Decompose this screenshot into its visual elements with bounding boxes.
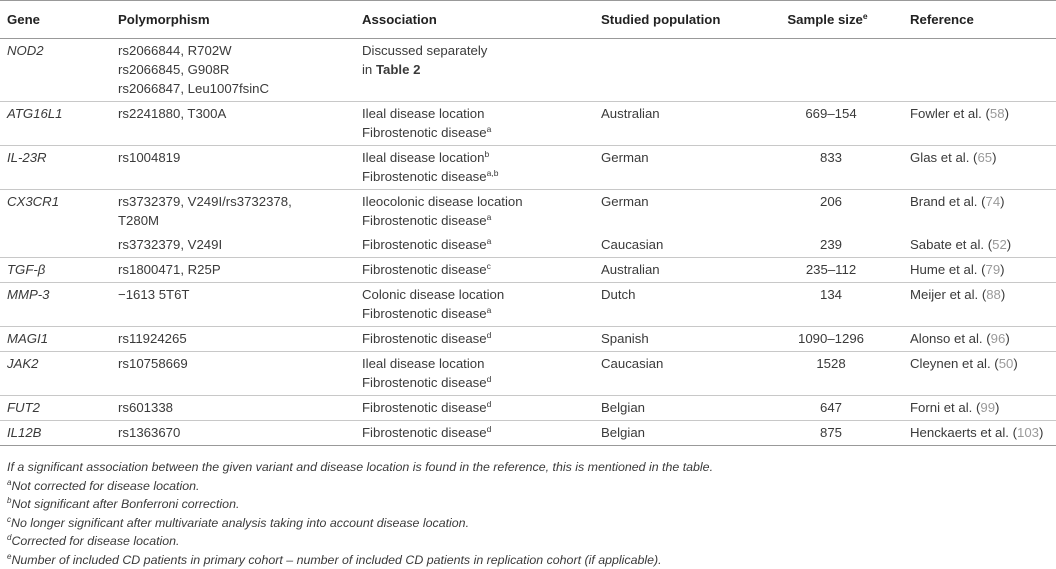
cell-association: [355, 39, 594, 102]
cell-association: [355, 102, 594, 146]
cell-polymorphism: [111, 102, 355, 146]
polymorphism-line: rs2066845, G908R: [118, 60, 355, 79]
cell-association: [355, 421, 594, 446]
reference-number: 88: [986, 287, 1001, 302]
footnote-line: $^e$Number of included CD patients in primary cohort – number of included CD patients in replication cohort (if applicable).: [7, 551, 1052, 569]
cell-sample-size: 239: [752, 233, 903, 258]
cell-association: [355, 190, 594, 234]
table-row: [0, 146, 1056, 190]
footnote-marker: a: [487, 236, 492, 246]
header-polymorphism: Polymorphism: [111, 1, 355, 39]
table-row: [0, 39, 1056, 102]
cell-gene: ATG16L1: [0, 102, 111, 146]
cell-population: Australian: [594, 102, 752, 146]
cell-sample-size: [752, 39, 903, 102]
cell-sample-size: 669–154: [752, 102, 903, 146]
cell-gene: FUT2: [0, 396, 111, 421]
table-row: [0, 327, 1056, 352]
association-line: Fibrostenotic disease$^d$: [362, 373, 594, 392]
cell-association: [355, 146, 594, 190]
association-line: Ileal disease location$^b$: [362, 148, 594, 167]
polymorphism-line: −1613 5T6T: [118, 285, 355, 304]
cell-reference: [903, 39, 1056, 102]
cell-polymorphism: [111, 283, 355, 327]
cell-association: [355, 283, 594, 327]
header-sample-size-sup: e: [863, 11, 868, 21]
polymorphism-line: rs2066844, R702W: [118, 41, 355, 60]
polymorphism-line: rs1800471, R25P: [118, 260, 355, 279]
reference-number: 74: [986, 194, 1001, 209]
cell-reference: Henckaerts et al. (103): [903, 421, 1056, 446]
polymorphism-line: rs3732379, V249I/rs3732378,: [118, 192, 355, 211]
cell-reference: Brand et al. (74): [903, 190, 1056, 234]
polymorphism-line: rs1363670: [118, 423, 355, 442]
reference-number: 103: [1017, 425, 1039, 440]
footnote-line: $^b$Not significant after Bonferroni correction.: [7, 495, 1052, 514]
header-reference: Reference: [903, 1, 1056, 39]
association-line: Fibrostenotic disease$^{a,b}$: [362, 167, 594, 186]
footnote-line: If a significant association between the given variant and disease location is found in the reference, this is mentioned in the table.: [7, 458, 1052, 477]
cell-population: Belgian: [594, 396, 752, 421]
reference-number: 58: [990, 106, 1005, 121]
reference-number: 50: [999, 356, 1014, 371]
association-line: Fibrostenotic disease$^d$: [362, 423, 594, 442]
association-line: Fibrostenotic disease$^a$: [362, 211, 594, 230]
header-sample-size: [752, 1, 903, 39]
footnote-marker: a: [487, 305, 492, 315]
cell-polymorphism: [111, 258, 355, 283]
cell-gene: NOD2: [0, 39, 111, 102]
association-line: Ileocolonic disease location: [362, 192, 594, 211]
table-row: [0, 102, 1056, 146]
cell-reference: Meijer et al. (88): [903, 283, 1056, 327]
cell-gene: IL12B: [0, 421, 111, 446]
cell-sample-size: 134: [752, 283, 903, 327]
cell-population: Spanish: [594, 327, 752, 352]
footnote-marker: c: [7, 515, 11, 524]
polymorphism-line: rs2241880, T300A: [118, 104, 355, 123]
association-line: Fibrostenotic disease$^d$: [362, 329, 594, 348]
reference-number: 99: [980, 400, 995, 415]
table-body: [0, 39, 1056, 446]
table-row: [0, 283, 1056, 327]
cell-association: [355, 233, 594, 258]
cell-reference: Glas et al. (65): [903, 146, 1056, 190]
association-line: Fibrostenotic disease$^c$: [362, 260, 594, 279]
header-association: Association: [355, 1, 594, 39]
table-row: [0, 258, 1056, 283]
cell-sample-size: 833: [752, 146, 903, 190]
header-gene: Gene: [0, 1, 111, 39]
footnote-marker: e: [7, 552, 11, 561]
cell-reference: Cleynen et al. (50): [903, 352, 1056, 396]
footnote-marker: c: [487, 261, 491, 271]
association-line: in Table 2: [362, 60, 594, 79]
cell-gene: TGF-β: [0, 258, 111, 283]
cell-population: Dutch: [594, 283, 752, 327]
footnote-marker: a: [487, 212, 492, 222]
reference-number: 52: [992, 237, 1007, 252]
association-line: Ileal disease location: [362, 104, 594, 123]
cell-association: [355, 396, 594, 421]
cell-polymorphism: [111, 421, 355, 446]
header-sample-size-label: Sample size: [787, 12, 863, 27]
polymorphism-line: T280M: [118, 211, 355, 230]
cell-population: Caucasian: [594, 233, 752, 258]
cell-association: [355, 258, 594, 283]
association-line: Discussed separately: [362, 41, 594, 60]
association-line: Ileal disease location: [362, 354, 594, 373]
cell-gene: [0, 233, 111, 258]
cell-population: Australian: [594, 258, 752, 283]
footnote-marker: d: [7, 533, 11, 542]
cell-polymorphism: [111, 233, 355, 258]
footnote-marker: d: [487, 424, 492, 434]
cell-gene: MMP-3: [0, 283, 111, 327]
association-line: Colonic disease location: [362, 285, 594, 304]
association-line: Fibrostenotic disease$^a$: [362, 123, 594, 142]
cell-reference: Sabate et al. (52): [903, 233, 1056, 258]
polymorphism-line: rs10758669: [118, 354, 355, 373]
cell-polymorphism: [111, 146, 355, 190]
polymorphism-line: rs1004819: [118, 148, 355, 167]
cell-association: [355, 352, 594, 396]
cell-reference: Alonso et al. (96): [903, 327, 1056, 352]
footnote-marker: b: [484, 149, 489, 159]
reference-number: 79: [986, 262, 1001, 277]
association-line: Fibrostenotic disease$^a$: [362, 304, 594, 323]
cell-polymorphism: [111, 190, 355, 234]
cell-sample-size: 647: [752, 396, 903, 421]
cell-reference: Fowler et al. (58): [903, 102, 1056, 146]
cell-association: [355, 327, 594, 352]
header-population: Studied population: [594, 1, 752, 39]
polymorphism-line: rs11924265: [118, 329, 355, 348]
cell-population: German: [594, 146, 752, 190]
cell-polymorphism: [111, 396, 355, 421]
cell-population: Belgian: [594, 421, 752, 446]
footnote-marker: a: [7, 478, 11, 487]
cell-polymorphism: [111, 352, 355, 396]
polymorphism-line: rs2066847, Leu1007fsinC: [118, 79, 355, 98]
footnote-marker: d: [487, 399, 492, 409]
cell-sample-size: 875: [752, 421, 903, 446]
table-row: [0, 190, 1056, 234]
cell-sample-size: 206: [752, 190, 903, 234]
association-line: Fibrostenotic disease$^a$: [362, 235, 594, 254]
cell-population: Caucasian: [594, 352, 752, 396]
polymorphism-line: rs3732379, V249I: [118, 235, 355, 254]
table-row: [0, 421, 1056, 446]
cell-sample-size: 1090–1296: [752, 327, 903, 352]
cell-sample-size: 1528: [752, 352, 903, 396]
footnote-marker: d: [487, 374, 492, 384]
reference-number: 96: [991, 331, 1006, 346]
polymorphism-line: rs601338: [118, 398, 355, 417]
cell-sample-size: 235–112: [752, 258, 903, 283]
table-row: [0, 233, 1056, 258]
footnote-line: $^a$Not corrected for disease location.: [7, 477, 1052, 496]
footnote-marker: d: [487, 330, 492, 340]
cell-gene: CX3CR1: [0, 190, 111, 234]
cell-gene: IL-23R: [0, 146, 111, 190]
association-line: Fibrostenotic disease$^d$: [362, 398, 594, 417]
reference-number: 65: [977, 150, 992, 165]
table-2-link: Table 2: [376, 62, 420, 77]
footnote-line: $^d$Corrected for disease location.: [7, 532, 1052, 551]
cell-population: [594, 39, 752, 102]
footnote-line: $^c$No longer significant after multivariate analysis taking into account disease location.: [7, 514, 1052, 533]
footnote-marker: a,b: [487, 168, 499, 178]
table-footnotes: [7, 458, 1052, 569]
table-row: [0, 352, 1056, 396]
cell-gene: MAGI1: [0, 327, 111, 352]
cell-polymorphism: [111, 39, 355, 102]
cell-reference: Forni et al. (99): [903, 396, 1056, 421]
cell-reference: Hume et al. (79): [903, 258, 1056, 283]
footnote-marker: a: [487, 124, 492, 134]
table-header-row: [0, 1, 1056, 39]
cell-gene: JAK2: [0, 352, 111, 396]
cell-polymorphism: [111, 327, 355, 352]
table-row: [0, 396, 1056, 421]
footnote-marker: b: [7, 496, 11, 505]
cell-population: German: [594, 190, 752, 234]
